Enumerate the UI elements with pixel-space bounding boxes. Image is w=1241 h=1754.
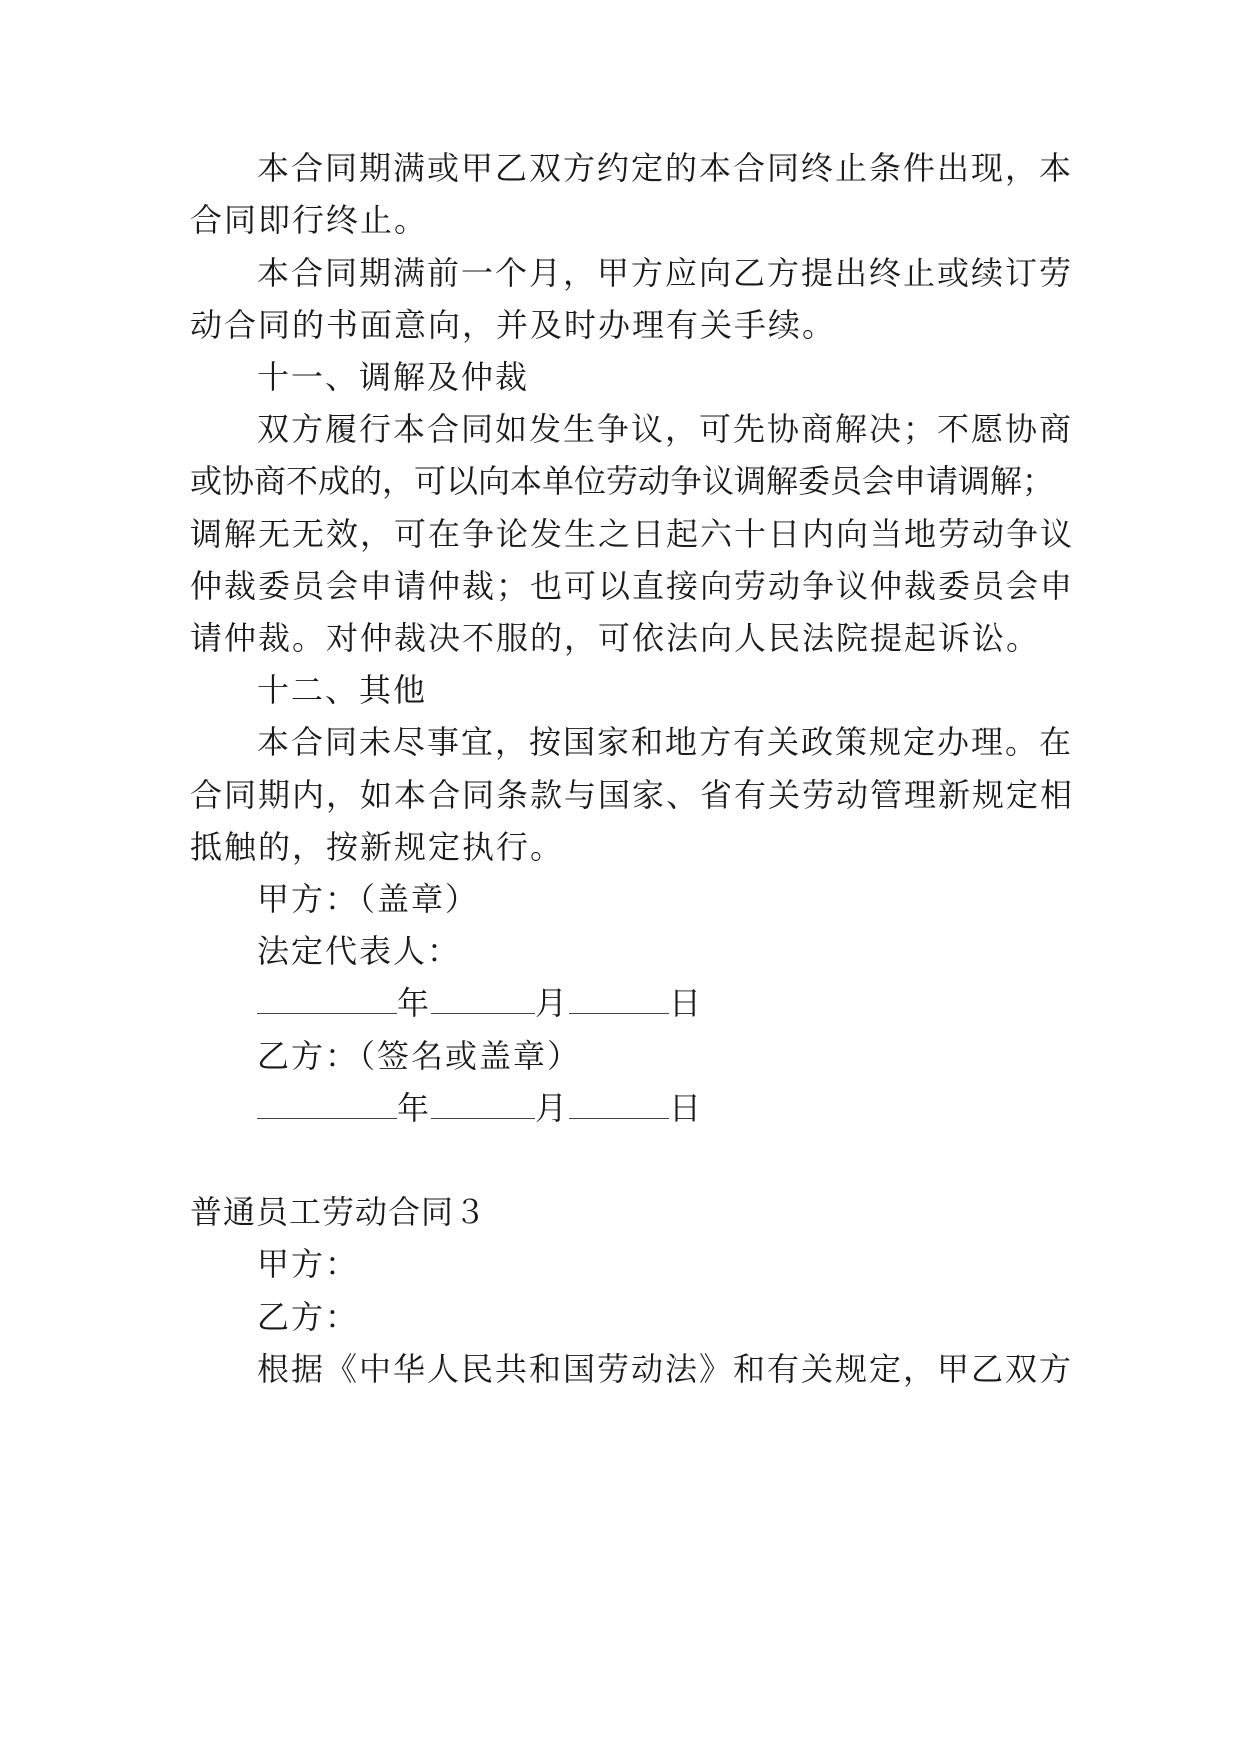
party-b-signature: 乙方：（签名或盖章） <box>257 1037 582 1075</box>
month-label: 月 <box>535 984 570 1022</box>
paragraph-termination-line2: 合同即行终止。 <box>190 201 429 239</box>
month-blank <box>431 1088 535 1119</box>
month-blank <box>431 983 535 1014</box>
year-label: 年 <box>397 1089 432 1127</box>
contract-3-party-a: 甲方： <box>257 1245 360 1283</box>
section-11-heading: 十一、调解及仲裁 <box>257 358 530 396</box>
section-11-line5: 请仲裁。对仲裁决不服的，可依法向人民法院提起诉讼。 <box>190 619 1041 657</box>
paragraph-renewal-line2: 动合同的书面意向，并及时办理有关手续。 <box>190 306 837 344</box>
section-11-line4: 仲裁委员会申请仲裁；也可以直接向劳动争议仲裁委员会申 <box>190 567 1075 605</box>
day-label: 日 <box>669 1089 704 1127</box>
paragraph-termination-line1: 本合同期满或甲乙双方约定的本合同终止条件出现，本 <box>257 149 1074 187</box>
day-blank <box>569 983 669 1014</box>
contract-3-party-b: 乙方： <box>257 1298 360 1336</box>
month-label: 月 <box>535 1089 570 1127</box>
section-12-line2: 合同期内，如本合同条款与国家、省有关劳动管理新规定相 <box>190 776 1075 814</box>
section-11-line1: 双方履行本合同如发生争议，可先协商解决；不愿协商 <box>257 410 1074 448</box>
day-blank <box>569 1088 669 1119</box>
year-blank <box>257 1088 397 1119</box>
date-line-party-b <box>257 1088 703 1128</box>
legal-representative: 法定代表人： <box>257 932 462 970</box>
day-label: 日 <box>669 984 704 1022</box>
section-11-line2: 或协商不成的，可以向本单位劳动争议调解委员会申请调解； <box>190 462 1055 500</box>
section-12-line3: 抵触的，按新规定执行。 <box>190 828 565 866</box>
section-12-heading: 十二、其他 <box>257 671 428 709</box>
year-label: 年 <box>397 984 432 1022</box>
party-a-seal: 甲方：（盖章） <box>257 880 480 918</box>
paragraph-renewal-line1: 本合同期满前一个月，甲方应向乙方提出终止或续订劳 <box>257 254 1074 292</box>
year-blank <box>257 983 397 1014</box>
contract-3-title: 普通员工劳动合同３ <box>190 1193 488 1231</box>
date-line-party-a <box>257 983 703 1023</box>
section-12-line1: 本合同未尽事宜，按国家和地方有关政策规定办理。在 <box>257 723 1074 761</box>
contract-3-intro: 根据《中华人民共和国劳动法》和有关规定，甲乙双方 <box>257 1350 1074 1388</box>
section-11-line3: 调解无无效，可在争论发生之日起六十日内向当地劳动争议 <box>190 515 1075 553</box>
